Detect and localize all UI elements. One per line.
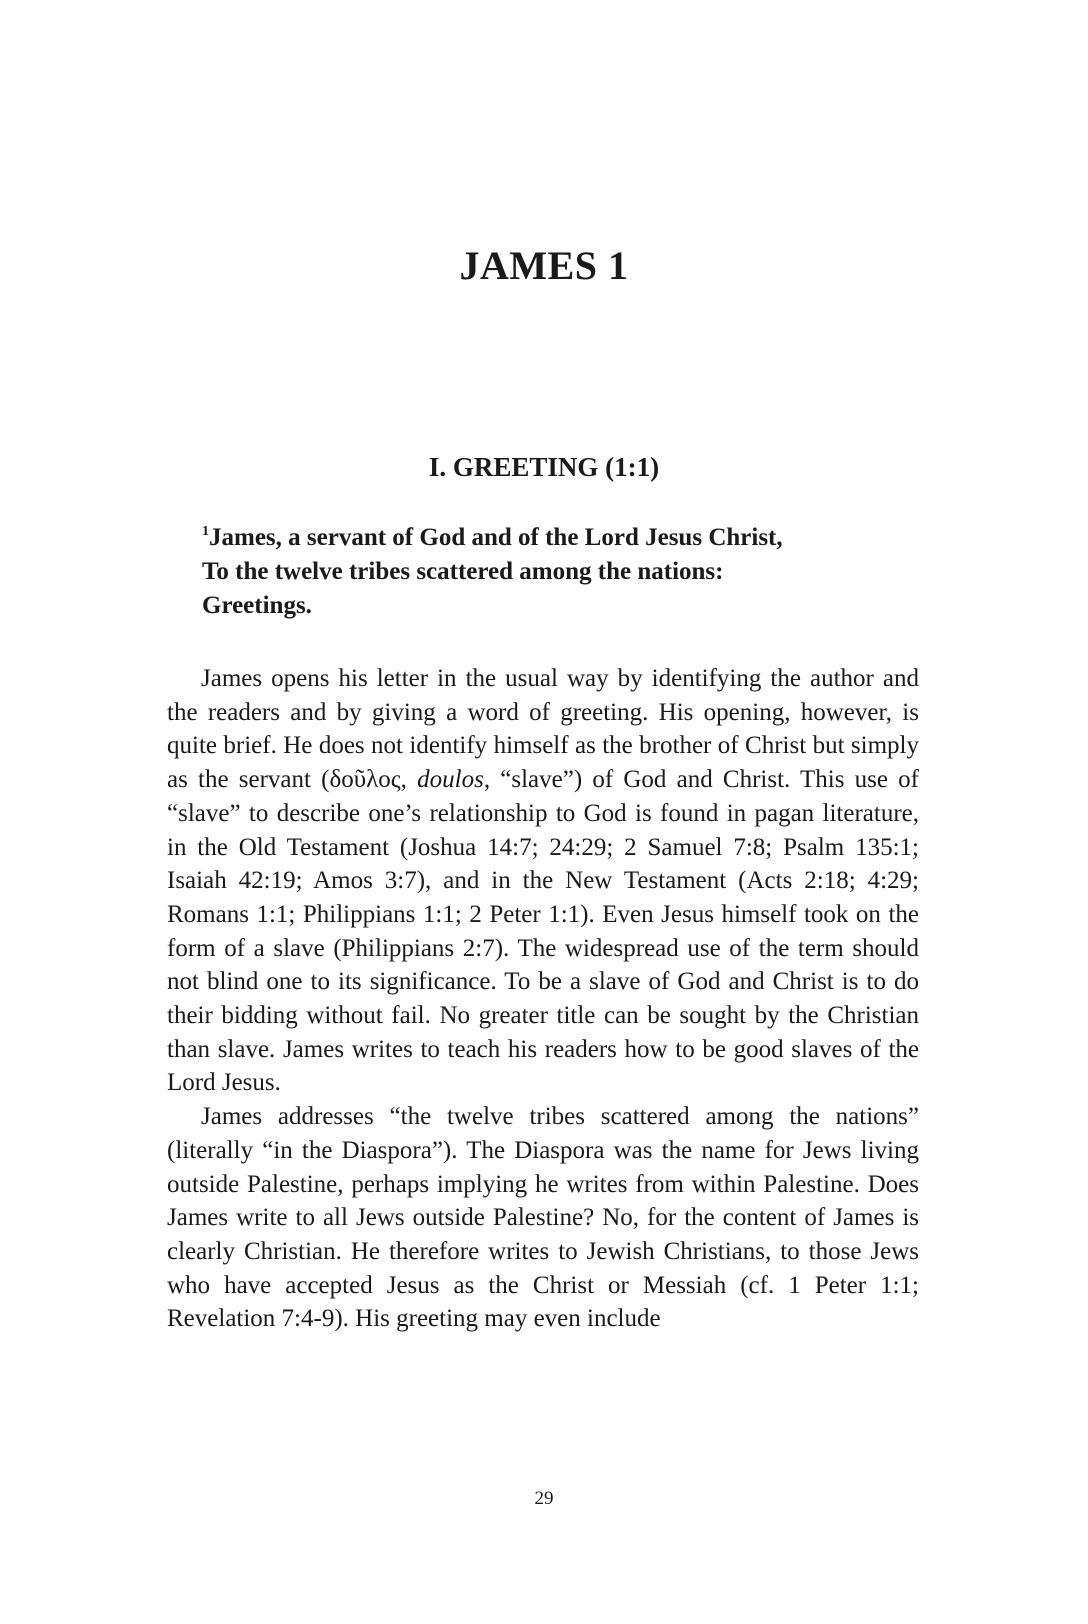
commentary-paragraph-1 bbox=[167, 662, 919, 1100]
scripture-line-2: To the twelve tribes scattered among the nations: bbox=[202, 558, 724, 585]
commentary-body bbox=[167, 662, 919, 1336]
page-number: 29 bbox=[534, 1488, 554, 1509]
scripture-line-1 bbox=[202, 521, 922, 555]
commentary-paragraph-2: James addresses “the twelve tribes scattered among the nations” (literally “in the Diaspora”). The Diaspora was the name for Jews living outside Palestine, perhaps implying he writes from within Palestine. Does James write to all Jews outside Palestine? No, for the content of James is clearly Christian. He therefore writes to Jewish Christians, to those Jews who have accepted Jesus as the Christ or Messiah (cf. 1 Peter 1:1; Revelation 7:4-9). His greeting may even include bbox=[167, 1103, 919, 1333]
scripture-quote bbox=[202, 521, 922, 623]
scripture-line-1-text: James, a servant of God and of the Lord Jesus Christ, bbox=[209, 524, 783, 551]
scripture-line-3: Greetings. bbox=[202, 592, 312, 619]
paragraph-1-text-b: , bbox=[400, 766, 418, 794]
transliteration: doulos bbox=[417, 766, 484, 794]
greek-word: δοῦλος bbox=[329, 766, 401, 794]
paragraph-1-text-c: , “slave”) of God and Christ. This use of “slave” to describe one’s relationship to God is found in pagan literature, in the Old Testament (Joshua 14:7; 24:29; 2 Samuel 7:8; Psalm 135:1; Isaiah 42:19; Amos 3:7), and in the New Testament (Acts 2:18; 4:29; Romans 1:1; Philippians 1:1; 2 Peter 1:1). Even Jesus himself took on the form of a slave (Philippians 2:7). The widespread use of the term should not blind one to its significance. To be a slave of God and Christ is to do their bidding without fail. No greater title can be sought by the Christian than slave. James writes to teach his readers how to be good slaves of the Lord Jesus. bbox=[167, 766, 920, 1097]
verse-number: 1 bbox=[202, 524, 209, 539]
section-heading: I. GREETING (1:1) bbox=[428, 452, 660, 482]
paragraph-1-text-a: James opens his letter in the usual way by identifying the author and the readers and by giving a word of greeting. His opening, however, is quite brief. He does not identify himself as the brother of Christ but simply as the servant ( bbox=[167, 665, 919, 794]
chapter-title: JAMES 1 bbox=[459, 243, 629, 288]
